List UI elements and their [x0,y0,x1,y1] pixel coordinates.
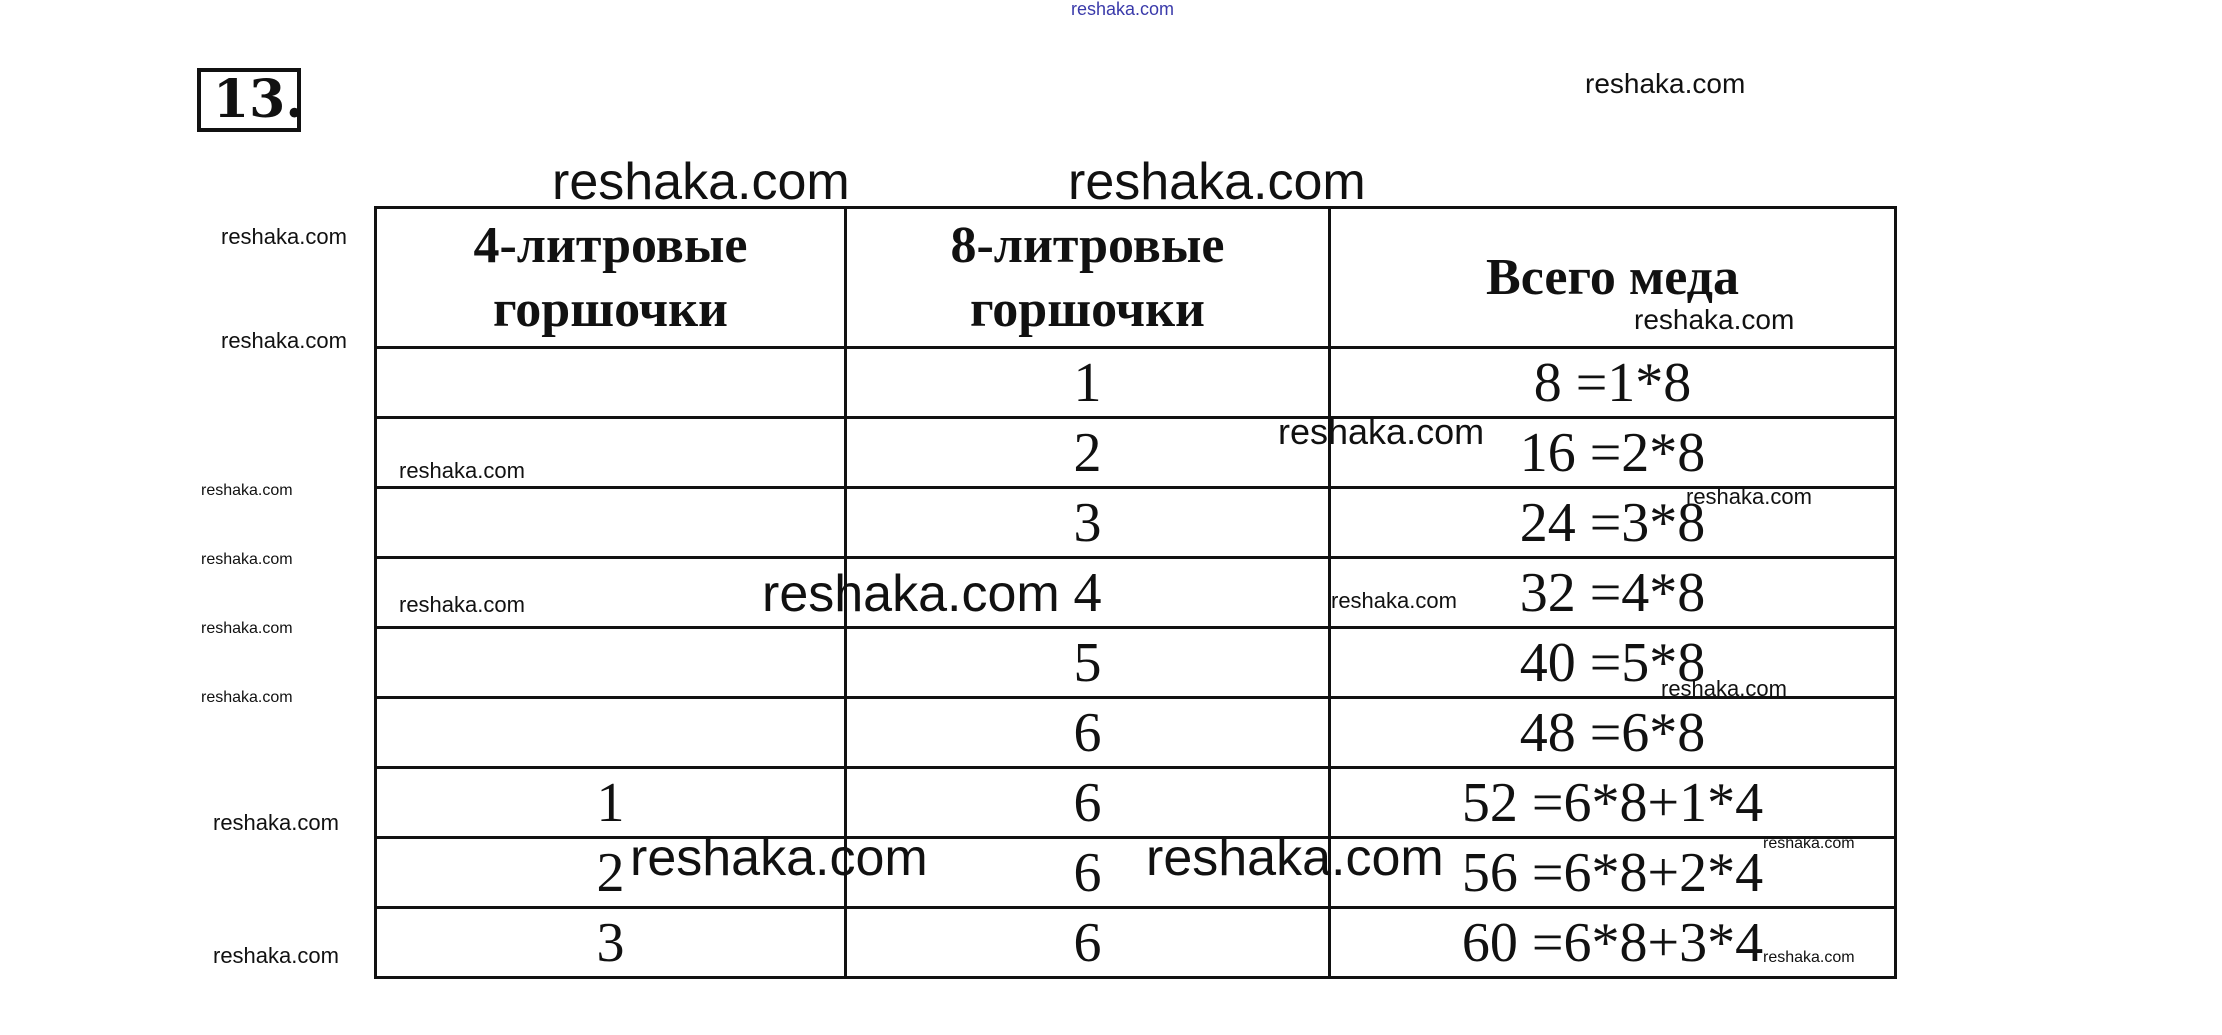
cell-8-liter: 6 [846,908,1330,978]
cell-total: 48 =6*8 [1330,698,1896,768]
table-row [376,488,1896,558]
watermark: reshaka.com [399,592,525,617]
table-row [376,768,1896,838]
watermark: reshaka.com [1146,829,1444,887]
table-row [376,558,1896,628]
problem-number: 13. [197,68,301,132]
watermark: reshaka.com [1763,835,1855,852]
watermark: reshaka.com [221,328,347,353]
watermark: reshaka.com [1068,153,1366,211]
cell-total: 8 =1*8 [1330,348,1896,418]
watermark: reshaka.com [201,620,293,637]
cell-8-liter: 6 [846,768,1330,838]
watermark: reshaka.com [221,224,347,249]
table-row [376,348,1896,418]
cell-total: 24 =3*8 [1330,488,1896,558]
cell-total: 56 =6*8+2*4 [1330,838,1896,908]
watermark: reshaka.com [1634,304,1795,335]
table-row [376,908,1896,978]
watermark: reshaka.com [201,482,293,499]
cell-8-liter: 6 [846,838,1330,908]
cell-4-liter [376,348,846,418]
cell-4-liter: 1 [376,768,846,838]
header-8-liter-pots: 8-литровые горшочки [846,208,1330,348]
table-row [376,698,1896,768]
cell-total: 16 =2*8 [1330,418,1896,488]
cell-8-liter: 6 [846,698,1330,768]
watermark: reshaka.com [1071,0,1175,19]
cell-total: 60 =6*8+3*4 [1330,908,1896,978]
watermark: reshaka.com [630,829,928,887]
watermark: reshaka.com [1661,676,1787,701]
header-4-liter-pots: 4-литровые горшочки [376,208,846,348]
watermark: reshaka.com [213,810,339,835]
cell-8-liter: 3 [846,488,1330,558]
watermark: reshaka.com [1331,588,1457,613]
cell-4-liter [376,628,846,698]
cell-8-liter: 2 [846,418,1330,488]
header-total-honey: Всего меда [1330,208,1896,348]
watermark: reshaka.com [399,458,525,483]
cell-total: 52 =6*8+1*4 [1330,768,1896,838]
cell-4-liter: 2 [376,838,846,908]
watermark: reshaka.com [552,153,850,211]
cell-4-liter: 3 [376,908,846,978]
watermark: reshaka.com [201,551,293,568]
cell-4-liter [376,698,846,768]
table-row [376,838,1896,908]
watermark: reshaka.com [201,689,293,706]
table-row [376,418,1896,488]
watermark: reshaka.com [1278,411,1485,452]
watermark: reshaka.com [762,565,1060,623]
watermark: reshaka.com [1686,484,1812,509]
watermark: reshaka.com [1763,949,1855,966]
cell-total: 32 =4*8 [1330,558,1896,628]
cell-8-liter: 1 [846,348,1330,418]
watermark: reshaka.com [213,943,339,968]
cell-8-liter: 4 [846,558,1330,628]
watermark: reshaka.com [1585,68,1746,99]
cell-4-liter [376,488,846,558]
cell-total: 40 =5*8 [1330,628,1896,698]
cell-8-liter: 5 [846,628,1330,698]
